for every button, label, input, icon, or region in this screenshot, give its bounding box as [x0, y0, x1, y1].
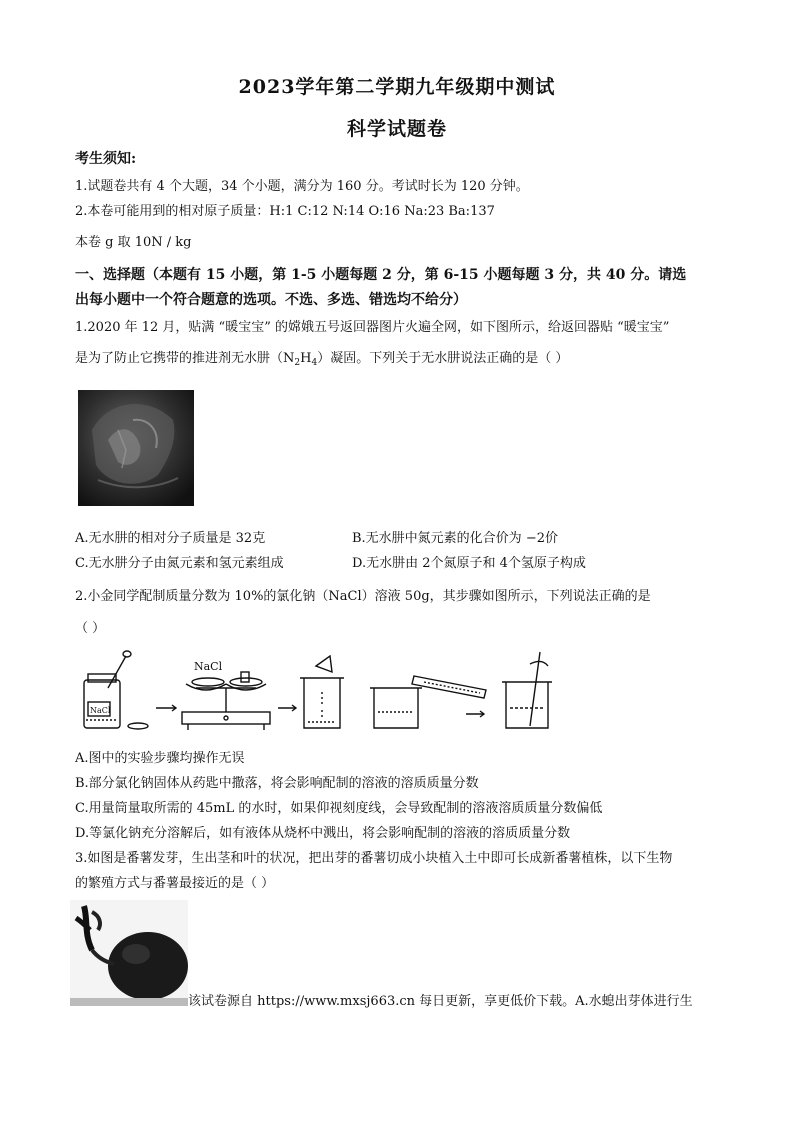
cylinder-pour-icon	[370, 676, 486, 728]
fig-label-nacl: NaCl	[194, 660, 223, 673]
notice-heading: 考生须知:	[75, 151, 137, 167]
formula-n-sub: 2	[294, 358, 301, 368]
formula-h-sub: 4	[311, 358, 318, 368]
formula-n: N	[283, 351, 295, 366]
q1-stem-line-2	[75, 347, 568, 368]
q1-option-b: B.无水肼中氮元素的化合价为 −2价	[352, 531, 558, 546]
q2-option-c: C.用量筒量取所需的 45mL 的水时，如果仰视刻度线，会导致配制的溶液溶质质量分数偏低	[75, 801, 603, 816]
formula-h: H	[300, 351, 312, 366]
q2-option-a: A.图中的实验步骤均操作无误	[75, 751, 245, 766]
exam-subtitle: 科学试题卷	[346, 118, 447, 140]
q1-stem-line-1: 1.2020 年 12 月，贴满 “暖宝宝” 的嫦娥五号返回器图片火遍全网，如下图所示，给返回器贴 “暖宝宝”	[75, 320, 670, 335]
notice-line-2: 2.本卷可能用到的相对原子质量：H:1 C:12 N:14 O:16 Na:23 Ba:137	[75, 204, 495, 219]
fig-label-bottle: NaCl	[90, 706, 111, 715]
q1-stem-post: ）凝固。下列关于无水肼说法正确的是（ ）	[317, 351, 569, 366]
stirring-beaker-icon	[502, 652, 552, 728]
beaker-funnel-icon	[300, 656, 344, 728]
footer-source-line: 该试卷源自 https://www.mxsj663.cn 每日更新，享更低价下载。A.水螅出芽体进行生	[188, 994, 693, 1009]
q1-option-c: C.无水肼分子由氮元素和氢元素组成	[75, 556, 284, 571]
balance-icon	[182, 672, 270, 730]
notice-line-1: 1.试题卷共有 4 个大题，34 个小题，满分为 160 分。考试时长为 120 分钟。	[75, 179, 529, 194]
reagent-bottle-icon	[84, 651, 148, 729]
q2-stem-line-1: 2.小金同学配制质量分数为 10%的氯化钠（NaCl）溶液 50g，其步骤如图所示，下列说法正确的是	[75, 589, 651, 604]
sweet-potato-photo	[70, 900, 188, 1006]
q1-option-a: A.无水肼的相对分子质量是 32克	[75, 531, 266, 546]
returner-photo	[78, 390, 194, 506]
q2-option-d: D.等氯化钠充分溶解后，如有液体从烧杯中溅出，将会影响配制的溶液的溶质质量分数	[75, 826, 571, 841]
section-heading-line-2: 出每小题中一个符合题意的选项。不选、多选、错选均不给分）	[75, 292, 467, 308]
q1-option-d: D.无水肼由 2个氮原子和 4个氢原子构成	[352, 556, 586, 571]
q3-stem-line-1: 3.如图是番薯发芽，生出茎和叶的状况，把出芽的番薯切成小块植入土中即可长成新番薯植株，以下生物	[75, 851, 673, 866]
section-heading-line-1: 一、选择题（本题有 15 小题，第 1-5 小题每题 2 分，第 6-15 小题每题 3 分，共 40 分。请选	[75, 267, 687, 283]
solution-steps-diagram	[78, 648, 558, 734]
q2-stem-line-2: （ ）	[75, 621, 106, 636]
q3-stem-line-2: 的繁殖方式与番薯最接近的是（ ）	[75, 876, 275, 891]
q2-option-b: B.部分氯化钠固体从药匙中撒落，将会影响配制的溶液的溶质质量分数	[75, 776, 479, 791]
q1-stem-pre: 是为了防止它携带的推进剂无水肼（	[75, 351, 284, 366]
exam-title: 2023学年第二学期九年级期中测试	[238, 76, 556, 98]
notice-line-3: 本卷 g 取 10N / kg	[75, 235, 192, 250]
